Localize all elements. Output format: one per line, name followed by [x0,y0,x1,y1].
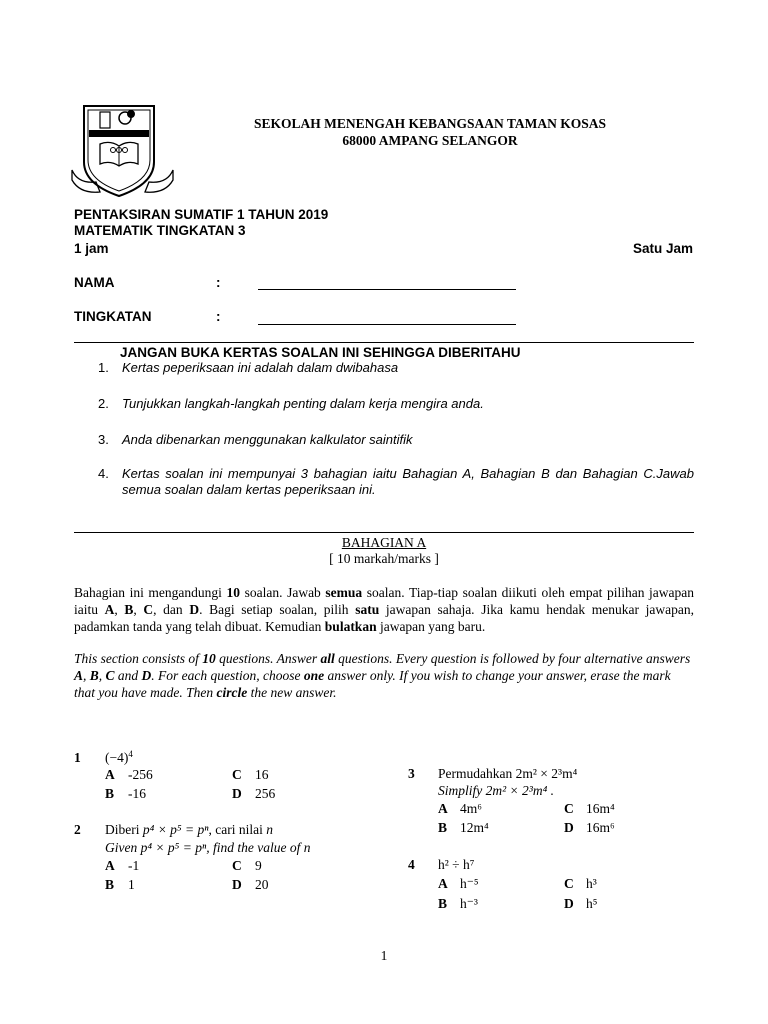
section-marks: [ 10 markah/marks ] [329,551,439,566]
instruction-item: Kertas soalan ini mempunyai 3 bahagian iaitu Bahagian A, Bahagian B dan Bahagian C.Jawab semua soalan dalam kertas peperiksaan ini. [122,466,694,497]
q1-option-a[interactable]: -256 [128,767,153,782]
name-field[interactable] [258,289,516,290]
instruction-item: Anda dibenarkan menggunakan kalkulator saintifik [122,432,413,447]
q1-option-d-label: D [232,786,242,801]
name-colon: : [216,275,221,290]
q3-option-d[interactable]: 16m⁶ [586,820,615,835]
question-3-stem-malay: Permudahkan 2m² × 2³m⁴ [438,766,578,781]
q3-option-c-label: C [564,801,574,816]
instruction-number: 3. [98,432,109,447]
q1-option-b[interactable]: -16 [128,786,146,801]
q4-option-c[interactable]: h³ [586,876,597,891]
q2-option-b[interactable]: 1 [128,877,135,892]
exam-duration-words: Satu Jam [632,241,693,256]
q2-option-d-label: D [232,877,242,892]
class-field[interactable] [258,324,516,325]
q3-option-b-label: B [438,820,448,835]
q3-option-b[interactable]: 12m⁴ [460,820,489,835]
school-address: 68000 AMPANG SELANGOR [342,133,518,148]
q1-option-b-label: B [105,786,115,801]
q2-option-a-label: A [105,858,115,873]
q3-option-a-label: A [438,801,448,816]
q2-option-a[interactable]: -1 [128,858,140,873]
q4-option-a-label: A [438,876,448,891]
section-title: BAHAGIAN A [341,535,427,550]
school-name: SEKOLAH MENENGAH KEBANGSAAN TAMAN KOSAS [253,116,607,131]
q2-option-c-label: C [232,858,242,873]
page-number: 1 [380,948,388,963]
instruction-item: Kertas peperiksaan ini adalah dalam dwibahasa [122,360,399,375]
question-2-number: 2 [74,822,81,837]
question-3-stem-english: Simplify 2m² × 2³m⁴ . [438,783,555,798]
question-4-stem: h² ÷ h⁷ [438,857,475,872]
exam-title: PENTAKSIRAN SUMATIF 1 TAHUN 2019 [74,207,329,222]
intro-malay: Bahagian ini mengandungi 10 soalan. Jawab semua soalan. Tiap-tiap soalan diikuti oleh empat pilihan jawapan iaitu A, B, C, dan D. Bagi setiap soalan, pilih satu jawapan sahaja. Jika kamu hendak menukar jawapan, padamkan tanda yang telah dibuat. Kemudian bulatkan jawapan yang baru. [74,585,695,634]
q2-option-b-label: B [105,877,115,892]
q2-option-d[interactable]: 20 [255,877,269,892]
question-2-stem-english: Given p⁴ × p⁵ = pⁿ, find the value of n [105,840,311,855]
q4-option-b-label: B [438,896,448,911]
instruction-number: 4. [98,466,109,481]
intro-english: This section consists of 10 questions. Answer all questions. Every question is followed by four alternative answers A, B, C and D. For each question, choose one answer only. If you wish to change your answer, erase the mark that you have made. Then circle the new answer. [74,651,691,700]
q4-option-c-label: C [564,876,574,891]
q1-option-c[interactable]: 16 [255,767,269,782]
name-label: NAMA [74,275,115,290]
q3-option-d-label: D [564,820,574,835]
divider-section [74,532,694,533]
q4-option-a[interactable]: h⁻⁵ [460,876,479,891]
q2-option-c[interactable]: 9 [255,858,262,873]
exam-duration: 1 jam [74,241,109,256]
question-3-number: 3 [408,766,415,781]
class-colon: : [216,309,221,324]
instruction-number: 2. [98,396,109,411]
q1-option-d[interactable]: 256 [255,786,276,801]
warning-text: JANGAN BUKA KERTAS SOALAN INI SEHINGGA DIBERITAHU [120,345,521,360]
q4-option-d[interactable]: h⁵ [586,896,598,911]
instruction-item: Tunjukkan langkah-langkah penting dalam kerja mengira anda. [122,396,484,411]
q3-option-c[interactable]: 16m⁴ [586,801,615,816]
instruction-number: 1. [98,360,109,375]
question-1-number: 1 [74,750,81,765]
question-1-stem: $(-4)^4$ [105,749,133,765]
school-crest-logo [70,100,175,200]
exam-subject: MATEMATIK TINGKATAN 3 [74,223,246,238]
q4-option-d-label: D [564,896,574,911]
class-label: TINGKATAN [74,309,152,324]
divider-top [74,342,694,343]
q1-option-c-label: C [232,767,242,782]
question-2-stem-malay: Diberi p⁴ × p⁵ = pⁿ, cari nilai n [105,822,273,837]
question-4-number: 4 [408,857,415,872]
q3-option-a[interactable]: 4m⁶ [460,801,482,816]
q1-option-a-label: A [105,767,115,782]
q4-option-b[interactable]: h⁻³ [460,896,478,911]
